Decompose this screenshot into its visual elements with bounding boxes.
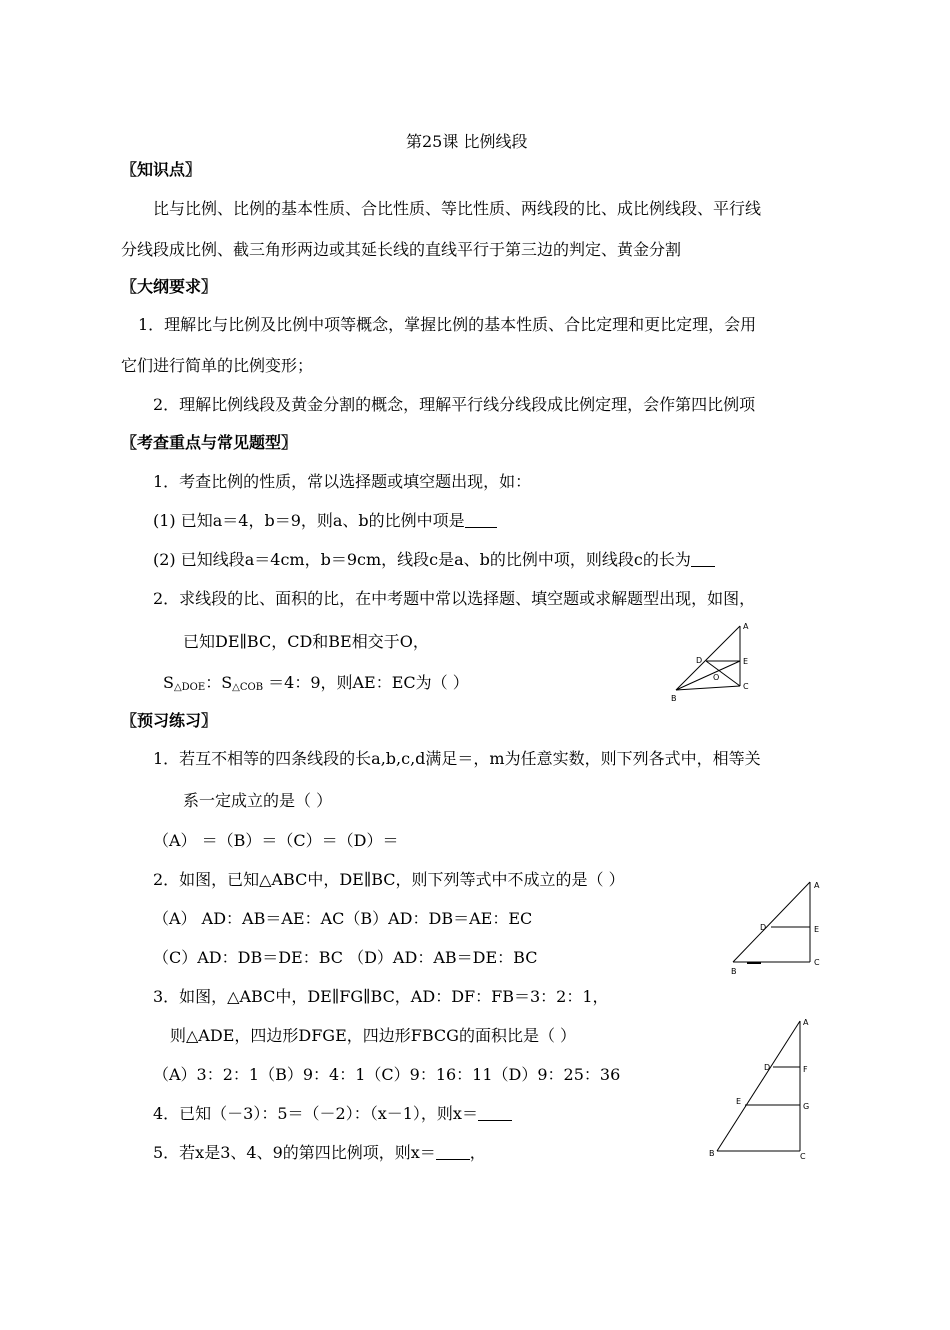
practice-q4-text: 4．已知（－3）：5＝（－2）：（x－1），则x＝ [153, 1104, 478, 1123]
practice-heading: 〖预习练习〗 [121, 711, 218, 730]
fig1-label-d: D [696, 656, 703, 665]
focus-sub2 [153, 549, 715, 571]
fig1-label-o: O [713, 673, 720, 682]
fig3-label-g: G [803, 1102, 810, 1111]
area-rest: ＝4：9，则AE：EC为（ ） [263, 673, 469, 692]
fig2-label-e: E [814, 925, 820, 934]
fig2-label-a: A [814, 881, 820, 890]
fig1-label-b: B [671, 694, 677, 703]
practice-q1-options: （A） ＝（B）＝（C）＝（D）＝ [153, 831, 399, 850]
figure-triangle-de-parallel-bc [725, 872, 835, 982]
practice-q2-opt1: （A） AD：AB＝AE：AC（B）AD：DB＝AE：EC [153, 909, 533, 928]
focus-item2-given: 已知DE∥BC，CD和BE相交于O， [183, 632, 429, 651]
focus-sub2-text: (2) 已知线段a＝4cm，b＝9cm，线段c是a、b的比例中项，则线段c的长为 [153, 550, 691, 569]
fig3-label-d: D [764, 1063, 771, 1072]
syllabus-item1-line2: 它们进行简单的比例变形； [121, 356, 314, 375]
focus-sub1-text: (1) 已知a＝4，b＝9，则a、b的比例中项是 [153, 511, 465, 530]
answer-blank [691, 550, 715, 567]
answer-blank [478, 1104, 512, 1121]
fig3-label-b: B [709, 1149, 715, 1158]
syllabus-item2: 2．理解比例线段及黄金分割的概念，理解平行线分线段成比例定理，会作第四比例项 [153, 395, 756, 414]
focus-item1: 1．考查比例的性质，常以选择题或填空题出现，如： [153, 472, 532, 491]
practice-q2: 2．如图，已知△ABC中，DE∥BC，则下列等式中不成立的是（ ） [153, 870, 625, 889]
fig2-label-c: C [814, 958, 820, 967]
fig2-label-b: B [731, 967, 737, 976]
practice-q4 [153, 1103, 512, 1125]
practice-q5-end: ， [469, 1143, 486, 1162]
fig3-label-a: A [803, 1018, 809, 1027]
fig1-label-e: E [743, 657, 749, 666]
figure-triangle-three-parallels [705, 1013, 815, 1165]
page-title: 第25课 比例线段 [406, 132, 528, 151]
area-sub1: △DOE [173, 682, 206, 693]
area-s1: S [163, 673, 174, 692]
fig2-label-d: D [760, 923, 767, 932]
knowledge-text-line1: 比与比例、比例的基本性质、合比性质、等比性质、两线段的比、成比例线段、平行线 [153, 199, 762, 218]
area-sep: ：S [205, 673, 233, 692]
fig1-label-a: A [743, 622, 749, 631]
focus-item2-area-ratio [163, 672, 469, 699]
practice-q1-line2: 系一定成立的是（ ） [183, 791, 333, 810]
practice-q2-opt2: （C）AD：DB＝DE：BC （D）AD：AB＝DE：BC [153, 948, 538, 967]
fig3-label-f: F [803, 1065, 808, 1074]
syllabus-heading: 〖大纲要求〗 [121, 277, 218, 296]
answer-blank [436, 1143, 470, 1160]
practice-q3-options: （A）3：2：1（B）9：4：1（C）9：16：11（D）9：25：36 [153, 1065, 621, 1084]
fig1-label-c: C [743, 682, 749, 691]
figure-triangle-doe-cob [668, 618, 758, 708]
focus-sub1 [153, 510, 497, 532]
practice-q3-line2: 则△ADE，四边形DFGE，四边形FBCG的面积比是（ ） [170, 1026, 577, 1045]
answer-blank [465, 511, 497, 528]
practice-q5-text: 5．若x是3、4、9的第四比例项，则x＝ [153, 1143, 436, 1162]
knowledge-heading: 〖知识点〗 [121, 160, 202, 179]
practice-q5 [153, 1142, 486, 1164]
focus-heading: 〖考查重点与常见题型〗 [121, 433, 298, 452]
fig3-label-e: E [736, 1097, 742, 1106]
practice-q3-line1: 3．如图，△ABC中，DE∥FG∥BC，AD：DF：FB＝3：2：1， [153, 987, 609, 1006]
practice-q1-line1: 1．若互不相等的四条线段的长a,b,c,d满足＝，m为任意实数，则下列各式中，相等关 [153, 749, 761, 768]
area-sub2: △COB [232, 682, 264, 693]
syllabus-item1-line1: 1．理解比与比例及比例中项等概念，掌握比例的基本性质、合比定理和更比定理，会用 [138, 315, 757, 334]
fig3-label-c: C [800, 1152, 806, 1161]
focus-item2: 2．求线段的比、面积的比，在中考题中常以选择题、填空题或求解题型出现，如图， [153, 589, 756, 608]
knowledge-text-line2: 分线段成比例、截三角形两边或其延长线的直线平行于第三边的判定、黄金分割 [121, 240, 682, 259]
